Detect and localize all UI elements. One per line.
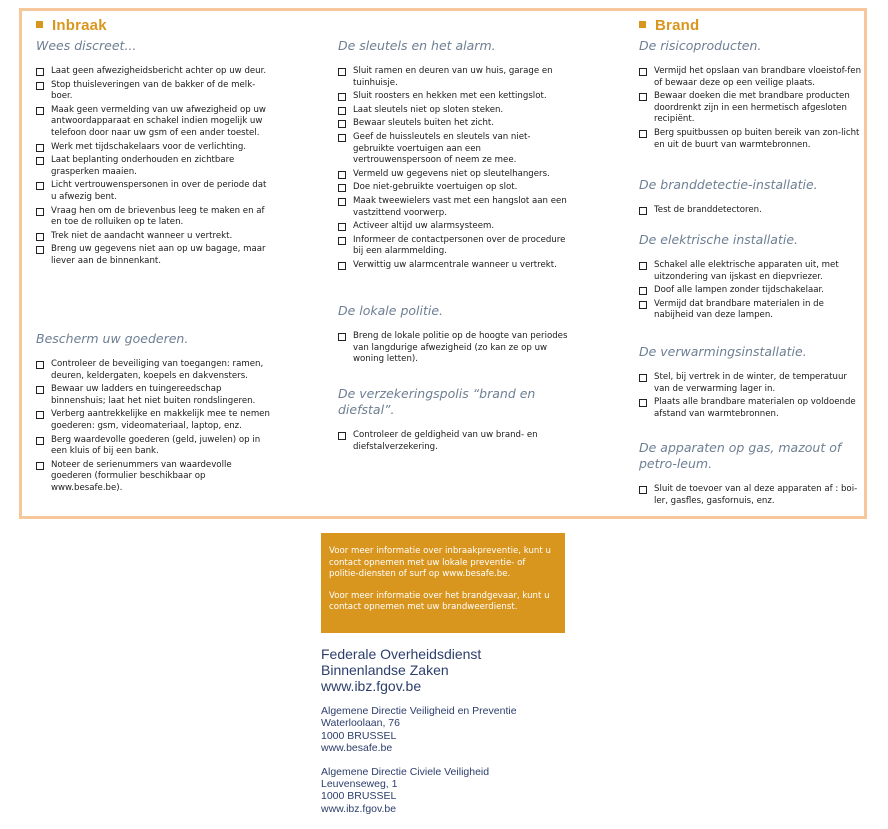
section-heading: De verzekeringspolis “brand en diefstal”. xyxy=(338,386,536,417)
checklist-item xyxy=(338,196,570,219)
checklist-item xyxy=(338,430,570,453)
checkbox-square-icon xyxy=(36,144,44,152)
checklist-item xyxy=(36,409,271,432)
section-title-brand: Brand xyxy=(639,17,699,34)
address-line: 1000 BRUSSEL xyxy=(321,729,397,742)
org-line-2: Binnenlandse Zaken xyxy=(321,662,449,678)
checklist-item xyxy=(36,155,271,178)
checkbox-square-icon xyxy=(338,93,346,101)
checklist-item xyxy=(36,142,271,154)
square-bullet-icon xyxy=(639,21,646,28)
checklist-item xyxy=(338,235,570,258)
checkbox-square-icon xyxy=(36,411,44,419)
checkbox-square-icon xyxy=(338,333,346,341)
checklist-item-text: Controleer de beveiliging van toegangen: ramen, deuren, keldergaten, koepels en dakvensters. xyxy=(51,359,264,381)
checkbox-square-icon xyxy=(338,134,346,142)
checklist-item-text: Werk met tijdschakelaars voor de verlichting. xyxy=(51,141,246,152)
checklist-item-text: Breng uw gegevens niet aan op uw bagage, maar liever aan de binnenkant. xyxy=(51,244,266,266)
section-gas-apparaten xyxy=(639,440,864,509)
checklist-item xyxy=(338,182,570,194)
address-website[interactable]: www.ibz.fgov.be xyxy=(321,802,397,815)
checklist-item-text: Breng de lokale politie op de hoogte van periodes van langdurige afwezigheid (zo kan ze op uw woning letten). xyxy=(353,331,568,365)
address-line: Algemene Directie Veiligheid en Preventie xyxy=(321,705,517,717)
checklist-item-text: Informeer de contactpersonen over de procedure bij een alarmmelding. xyxy=(353,234,566,257)
checklist-item-text: Vermijd dat brandbare materialen in de nabijheid van deze lampen. xyxy=(654,298,824,321)
checkbox-square-icon xyxy=(338,107,346,115)
checklist-item xyxy=(338,91,570,103)
checkbox-square-icon xyxy=(338,432,346,440)
checkbox-square-icon xyxy=(338,68,346,76)
checklist-item xyxy=(639,91,864,126)
checkbox-square-icon xyxy=(36,68,44,76)
checkbox-square-icon xyxy=(36,182,44,190)
checklist-item-text: Stel, bij vertrek in de winter, de temperatuur van de verwarming lager in. xyxy=(654,372,847,394)
checkbox-square-icon xyxy=(639,93,647,101)
checkbox-square-icon xyxy=(338,198,346,206)
checklist-item-text: Bewaar uw ladders en tuingereedschap binnenshuis; laat het niet buiten rondslingeren. xyxy=(51,384,256,406)
checklist xyxy=(639,484,864,507)
checkbox-square-icon xyxy=(338,237,346,245)
checklist-item-text: Verberg aantrekkelijke en makkelijk mee te nemen goederen: gsm, videomateriaal, laptop, enz. xyxy=(51,409,270,431)
checkbox-square-icon xyxy=(338,262,346,270)
address-website[interactable]: www.besafe.be xyxy=(321,742,393,755)
section-title-inbraak: Inbraak xyxy=(36,17,107,34)
section-heading: De branddetectie-installatie. xyxy=(639,177,818,192)
checkbox-square-icon xyxy=(338,120,346,128)
section-bescherm-goederen xyxy=(36,331,271,497)
checkbox-square-icon xyxy=(36,157,44,165)
info-inbraak: Voor meer informatie over inbraakpreventie, kunt u contact opnemen met uw lokale preventie- of politie-diensten of surf op www.besafe.be. xyxy=(329,546,551,580)
checkbox-square-icon xyxy=(639,287,647,295)
section-heading: De risicoproducten. xyxy=(639,38,762,53)
checklist-item xyxy=(639,484,864,507)
checklist-item-text: Laat geen afwezigheidsbericht achter op uw deur. xyxy=(51,66,267,76)
checklist-item xyxy=(338,260,570,272)
section-heading: Bescherm uw goederen. xyxy=(36,331,189,346)
checklist-item-text: Controleer de geldigheid van uw brand- en diefstalverzekering. xyxy=(353,430,538,452)
checklist-item-text: Maak tweewielers vast met een hangslot aan een vastzittend voorwerp. xyxy=(353,195,567,218)
checklist-item-text: Maak geen vermelding van uw afwezigheid op uw antwoordapparaat en schakel indien mogelijk uw telefoon door naar uw gsm of een ander toestel. xyxy=(51,104,266,138)
checklist xyxy=(338,66,570,272)
checklist xyxy=(639,260,864,322)
section-lokale-politie xyxy=(338,303,570,368)
checklist-item xyxy=(36,435,271,458)
section-verwarmingsinstallatie xyxy=(639,344,864,422)
checklist-item-text: Stop thuisleveringen van de bakker of de melk-boer. xyxy=(51,79,256,102)
checklist-item-text: Doof alle lampen zonder tijdschakelaar. xyxy=(654,285,824,296)
checklist-item-text: Trek niet de aandacht wanneer u vertrekt. xyxy=(51,230,233,241)
tips-panel xyxy=(19,8,867,519)
checklist-item-text: Sluit de toevoer van al deze apparaten af : boi-ler, gasfles, gasfornuis, enz. xyxy=(654,484,858,506)
checkbox-square-icon xyxy=(36,208,44,216)
checkbox-square-icon xyxy=(639,130,647,138)
checklist-item xyxy=(639,66,864,89)
section-heading: De sleutels en het alarm. xyxy=(338,38,496,53)
checklist-item-text: Berg waardevolle goederen (geld, juwelen) op in een kluis of bij een bank. xyxy=(51,434,261,457)
checklist-item-text: Verwittig uw alarmcentrale wanneer u vertrekt. xyxy=(353,259,557,270)
section-sleutels-alarm xyxy=(338,38,570,274)
checklist-item xyxy=(36,105,271,140)
checkbox-square-icon xyxy=(36,233,44,241)
section-heading: De lokale politie. xyxy=(338,303,444,318)
section-branddetectie xyxy=(639,177,864,219)
checkbox-square-icon xyxy=(639,262,647,270)
checkbox-square-icon xyxy=(639,207,647,215)
checklist xyxy=(36,359,271,495)
checklist-item-text: Test de branddetectoren. xyxy=(654,205,762,215)
checklist-item xyxy=(338,132,570,167)
checklist-item-text: Bewaar sleutels buiten het zicht. xyxy=(353,118,494,129)
checklist-item xyxy=(36,66,271,78)
checklist-item-text: Laat sleutels niet op sloten steken. xyxy=(353,104,504,115)
section-elektrische-installatie xyxy=(639,232,864,324)
checklist-item-text: Plaats alle brandbare materialen op voldoende afstand van warmtebronnen. xyxy=(654,397,856,419)
checkbox-square-icon xyxy=(36,386,44,394)
checklist-item xyxy=(639,285,864,297)
checkbox-square-icon xyxy=(36,107,44,115)
checklist-item-text: Berg spuitbussen op buiten bereik van zon-licht en uit de buurt van warmtebronnen. xyxy=(654,127,860,150)
checklist-item xyxy=(639,372,864,395)
checklist-item-text: Vermeld uw gegevens niet op sleutelhangers. xyxy=(353,168,550,179)
checklist-item xyxy=(338,169,570,181)
square-bullet-icon xyxy=(36,21,43,28)
checkbox-square-icon xyxy=(36,82,44,90)
checkbox-square-icon xyxy=(36,437,44,445)
checklist-item xyxy=(36,231,271,243)
checklist xyxy=(338,430,570,453)
address-line: 1000 BRUSSEL xyxy=(321,790,397,803)
checklist-item xyxy=(639,397,864,420)
checklist-item-text: Doe niet-gebruikte voertuigen op slot. xyxy=(353,182,518,193)
checkbox-square-icon xyxy=(639,486,647,494)
checklist-item xyxy=(639,299,864,322)
checklist-item-text: Laat beplanting onderhouden en zichtbare grasperken maaien. xyxy=(51,155,235,177)
checklist-item-text: Licht vertrouwenspersonen in over de periode dat u afwezig bent. xyxy=(51,180,267,202)
org-line-1: Federale Overheidsdienst xyxy=(321,646,482,662)
checkbox-square-icon xyxy=(639,301,647,309)
checklist-item-text: Bewaar doeken die met brandbare producten doordrenkt zijn in een hermetisch afgesloten recipiënt. xyxy=(654,91,850,125)
address-line: Algemene Directie Civiele Veiligheid xyxy=(321,765,490,778)
checklist-item xyxy=(338,221,570,233)
checkbox-square-icon xyxy=(338,171,346,179)
checklist-item-text: Vermijd het opslaan van brandbare vloeistof-fen of bewaar deze op een veilige plaats. xyxy=(654,66,862,88)
checkbox-square-icon xyxy=(36,246,44,254)
checklist-item-text: Activeer altijd uw alarmsysteem. xyxy=(353,221,495,232)
checklist xyxy=(36,66,271,268)
address-line: Waterloolaan, 76 xyxy=(321,717,400,730)
section-heading: De apparaten op gas, mazout of petro-leum. xyxy=(639,440,842,471)
section-heading: De elektrische installatie. xyxy=(639,232,798,247)
section-risicoproducten xyxy=(639,38,864,153)
checklist-item xyxy=(639,260,864,283)
section-heading: De verwarmingsinstallatie. xyxy=(639,344,807,359)
checklist xyxy=(639,205,864,217)
section-verzekeringspolis xyxy=(338,386,570,455)
info-brand: Voor meer informatie over het brandgevaar, kunt u contact opnemen met uw brandweerdienst. xyxy=(329,590,550,613)
checklist-item xyxy=(36,359,271,382)
section-wees-discreet xyxy=(36,38,271,270)
checkbox-square-icon xyxy=(36,462,44,470)
checklist-item xyxy=(36,244,271,267)
address-line: Leuvenseweg, 1 xyxy=(321,778,398,791)
checklist-item-text: Sluit ramen en deuren van uw huis, garage en tuinhuisje. xyxy=(353,66,553,88)
address-civiele-veiligheid xyxy=(321,766,517,816)
checklist-item xyxy=(338,118,570,130)
checklist-item-text: Sluit roosters en hekken met een kettingslot. xyxy=(353,91,547,102)
checklist-item xyxy=(36,384,271,407)
checklist-item xyxy=(639,128,864,151)
checklist-item-text: Schakel alle elektrische apparaten uit, met uitzondering van ijskast en diepvriezer. xyxy=(654,260,839,282)
section-heading: Wees discreet... xyxy=(36,38,137,53)
info-box xyxy=(321,533,565,633)
checklist-item-text: Noteer de serienummers van waardevolle goederen (formulier beschikbaar op www.besafe.be). xyxy=(51,459,232,493)
checkbox-square-icon xyxy=(639,374,647,382)
checkbox-square-icon xyxy=(36,361,44,369)
checkbox-square-icon xyxy=(639,68,647,76)
checklist-item-text: Vraag hen om de brievenbus leeg te maken en af en toe de rolluiken op te laten. xyxy=(51,205,265,228)
organization-block xyxy=(321,646,517,815)
checklist xyxy=(338,331,570,366)
checklist xyxy=(639,66,864,151)
checklist-item-text: Geef de huissleutels en sleutels van niet-gebruikte voertuigen aan een vertrouwenspersoon of neem ze mee. xyxy=(353,131,531,166)
checkbox-square-icon xyxy=(639,399,647,407)
address-veiligheid-preventie xyxy=(321,705,517,755)
checklist-item xyxy=(36,180,271,203)
checklist-item xyxy=(338,331,570,366)
checklist-item xyxy=(639,205,864,217)
checkbox-square-icon xyxy=(338,223,346,231)
checklist-item xyxy=(36,80,271,103)
checkbox-square-icon xyxy=(338,184,346,192)
checklist-item xyxy=(36,206,271,229)
org-name xyxy=(321,646,517,694)
org-website[interactable]: www.ibz.fgov.be xyxy=(321,678,422,694)
checklist-item xyxy=(36,460,271,495)
checklist-item xyxy=(338,66,570,89)
checklist-item xyxy=(338,105,570,117)
checklist xyxy=(639,372,864,420)
